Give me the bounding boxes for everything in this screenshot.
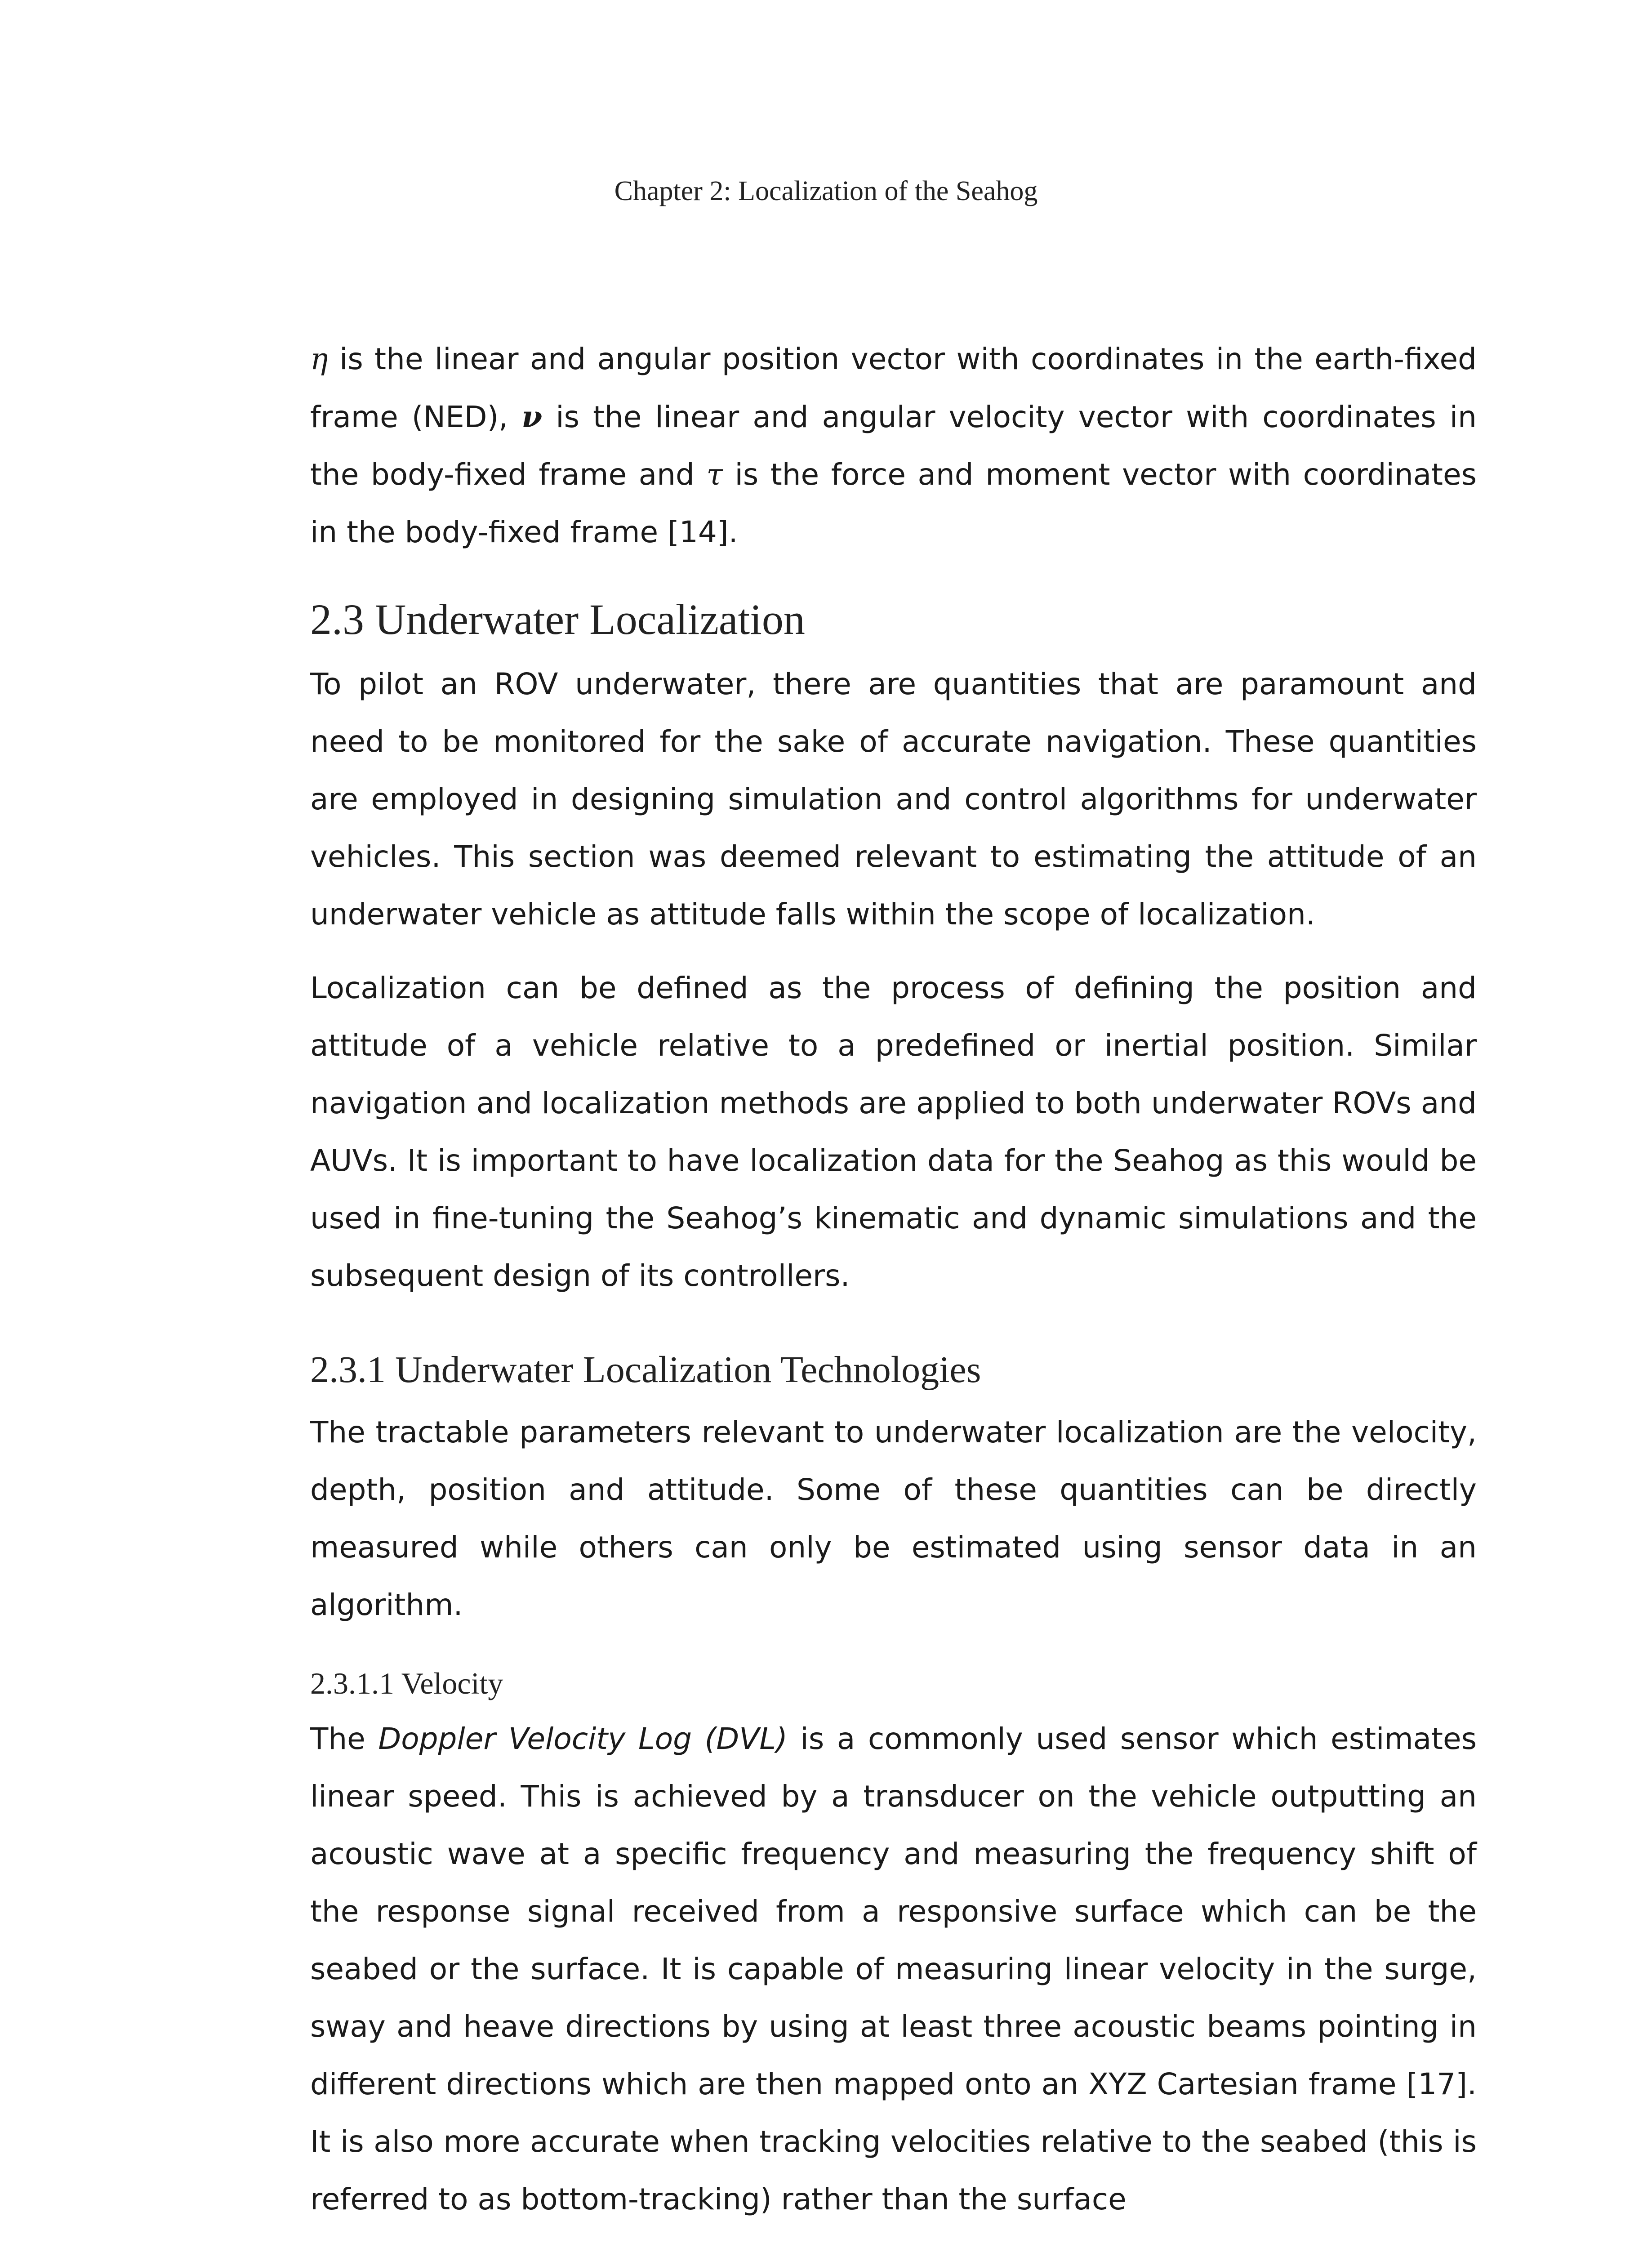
tau-symbol: τ xyxy=(706,457,723,492)
section-2-3-paragraph-1: To pilot an ROV underwater, there are quantities that are paramount and need to be monitored for the sake of accurate navigation. These quantities are employed in designing simulation and control algorithms for underwater vehicles. This section was deemed relevant to estimating the attitude of an underwater vehicle as attitude falls within the scope of localization. xyxy=(310,667,1477,932)
section-heading-2-3: 2.3 Underwater Localization xyxy=(310,595,805,643)
intro-text-2: is the linear and angular velocity vector with coordinates in the body-fixed frame and xyxy=(310,400,1477,492)
section-2-3-paragraph-2: Localization can be defined as the process of defining the position and attitude of a vehicle relative to a predefined or inertial position. Similar navigation and localization methods are applied to both underwater ROVs and AUVs. It is important to have localization data for the Seahog as this would be used in fine-tuning the Seahog’s kinematic and dynamic simulations and the subsequent design of its controllers. xyxy=(310,971,1477,1293)
velocity-paragraph xyxy=(310,1710,1477,2228)
intro-text-1: is the linear and angular position vector with coordinates in the earth-fixed frame (NED), xyxy=(310,342,1477,434)
section-heading-2-3-1-1: 2.3.1.1 Velocity xyxy=(310,1666,503,1700)
page-content xyxy=(310,330,1477,2228)
intro-paragraph xyxy=(310,330,1477,561)
velocity-text-after: is a commonly used sensor which estimates linear speed. This is achieved by a transducer on the vehicle outputting an acoustic wave at a specific frequency and measuring the frequency shift of the response signal received from a responsive surface which can be the seabed or the surface. It is capable of measuring linear velocity in the surge, sway and heave directions by using at least three acoustic beams pointing in different directions which are then mapped onto an XYZ Cartesian frame [17]. It is also more accurate when tracking velocities relative to the seabed (this is referred to as bottom-tracking) rather than the surface xyxy=(310,1722,1477,2217)
dvl-emphasis: Doppler Velocity Log (DVL) xyxy=(378,1722,788,1756)
nu-symbol: ν xyxy=(521,399,543,434)
running-header: Chapter 2: Localization of the Seahog xyxy=(614,176,1038,206)
eta-symbol: η xyxy=(310,342,328,376)
section-heading-2-3-1: 2.3.1 Underwater Localization Technologies xyxy=(310,1349,981,1391)
velocity-text-before: The xyxy=(310,1722,378,1756)
section-2-3-1-paragraph-1: The tractable parameters relevant to underwater localization are the velocity, depth, position and attitude. Some of these quantities can be directly measured while others can only be estimated using sensor data in an algorithm. xyxy=(310,1415,1477,1622)
intro-text-3: is the force and moment vector with coordinates in the body-fixed frame [14]. xyxy=(310,457,1477,549)
